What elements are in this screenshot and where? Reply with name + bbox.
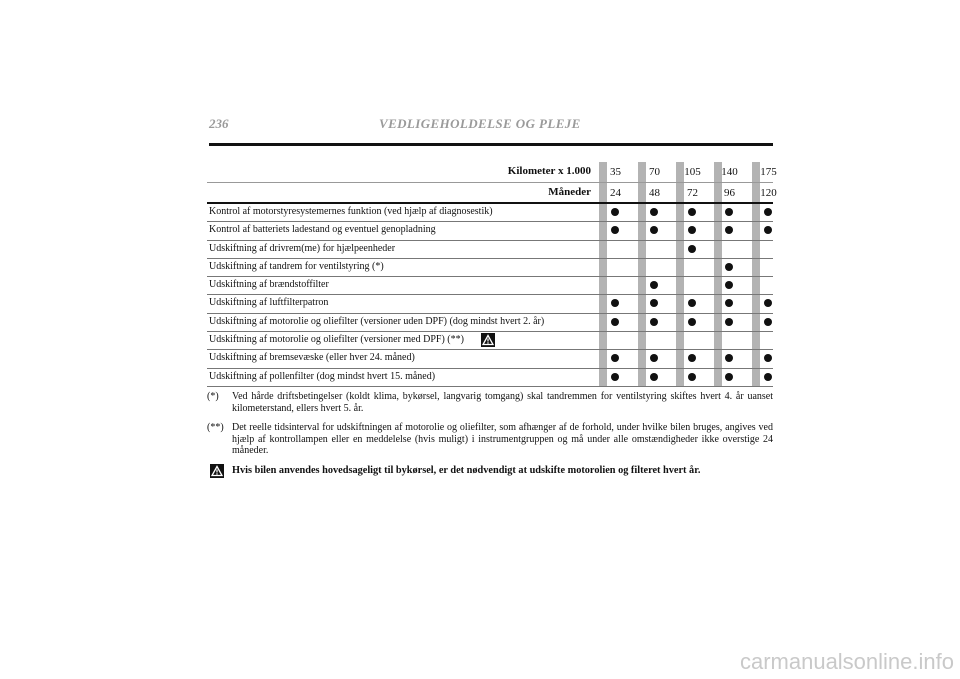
maintenance-dot [688,318,696,326]
footnote-text: Ved hårde driftsbetingelser (koldt klima, bykørsel, langvarig tomgang) skal tandremmen for ventilstyring skiftes hvert 4. år uanset kilometerstand, ellers hvert 5. år. [232,391,773,414]
column-shading [676,369,684,386]
month-value: 120 [760,187,777,199]
table-row [207,277,773,295]
column-shading [752,314,760,331]
column-shading [676,350,684,367]
maintenance-dot [725,299,733,307]
column-shading [599,259,607,276]
row-label: Udskiftning af tandrem for ventilstyring (*) [209,260,384,272]
maintenance-dot [611,226,619,234]
maintenance-dot [764,299,772,307]
row-label: Kontrol af batteriets ladestand og eventuel genopladning [209,224,436,236]
column-shading [676,314,684,331]
maintenance-dot [688,299,696,307]
footnote [207,422,773,457]
footnotes [207,391,773,476]
maintenance-dot [611,299,619,307]
table-row [207,241,773,259]
column-shading [714,332,722,349]
column-shading [638,277,646,294]
column-shading [714,259,722,276]
column-shading [599,277,607,294]
column-shading [676,277,684,294]
table-row [207,222,773,240]
maintenance-dot [650,281,658,289]
maintenance-table [207,162,777,387]
maintenance-dot [688,226,696,234]
column-shading [752,204,760,221]
column-shading [638,369,646,386]
months-header-row [207,183,777,204]
maintenance-dot [650,373,658,381]
column-shading [676,332,684,349]
column-shading [599,332,607,349]
column-shading [638,259,646,276]
column-shading [599,369,607,386]
row-label: Udskiftning af pollenfilter (dog mindst hvert 15. måned) [209,370,436,382]
row-label: Udskiftning af luftfilterpatron [209,297,329,309]
maintenance-dot [764,373,772,381]
column-shading [714,350,722,367]
column-shading [638,314,646,331]
column-shading [599,314,607,331]
column-shading [752,259,760,276]
column-shading [638,350,646,367]
maintenance-dot [725,373,733,381]
maintenance-dot [688,208,696,216]
warning-text: Hvis bilen anvendes hovedsageligt til bykørsel, er det nødvendigt at udskifte motorolien og filteret hvert år. [232,464,701,476]
months-label: Måneder [548,186,591,198]
column-shading [638,222,646,239]
column-shading [714,369,722,386]
table-row [207,295,773,313]
maintenance-dot [764,226,772,234]
watermark: carmanualsonline.info [739,649,954,674]
table-row [207,350,773,368]
column-shading [714,222,722,239]
maintenance-dot [764,318,772,326]
page-number: 236 [209,116,229,131]
maintenance-dot [611,373,619,381]
column-shading [599,241,607,258]
column-shading [599,350,607,367]
month-value: 72 [687,187,698,199]
table-row [207,259,773,277]
footnote [207,391,773,414]
section-title: VEDLIGEHOLDELSE OG PLEJE [379,116,581,131]
maintenance-dot [611,318,619,326]
maintenance-dot [688,245,696,253]
km-value: 35 [610,166,621,178]
maintenance-dot [725,208,733,216]
column-shading [752,295,760,312]
column-shading [752,222,760,239]
column-shading [638,241,646,258]
column-shading [599,295,607,312]
maintenance-dot [725,226,733,234]
table-row [207,314,773,332]
column-shading [752,369,760,386]
column-shading [714,241,722,258]
month-value: 48 [649,187,660,199]
column-shading [599,222,607,239]
column-shading [752,350,760,367]
maintenance-dot [650,226,658,234]
column-shading [676,295,684,312]
column-shading [638,204,646,221]
column-shading [714,204,722,221]
table-row [207,369,773,387]
column-shading [599,204,607,221]
warning-triangle-icon [210,464,224,478]
maintenance-dot [650,318,658,326]
maintenance-dot [764,354,772,362]
column-shading [676,241,684,258]
header-rule [209,143,773,146]
table-row [207,332,773,350]
km-header-row [207,162,777,183]
column-shading [714,314,722,331]
warning-note [207,465,773,477]
row-label: Kontrol af motorstyresystemernes funktion (ved hjælp af diagnosestik) [209,206,493,217]
footnote-text: Det reelle tidsinterval for udskiftningen af motorolie og oliefilter, som afhænger af de forhold, under hvilke bilen bruges, angives ved hjælp af kontrollampen eller en meddelelse (hvis muligt) i instrumentgruppen og må under alle omstændigheder ikke overstige 24 måneder. [232,422,773,456]
km-value: 70 [649,166,660,178]
column-shading [714,277,722,294]
month-value: 96 [724,187,735,199]
footnote-mark: (**) [207,422,224,433]
maintenance-dot [688,354,696,362]
km-value: 175 [760,166,777,178]
row-label: Udskiftning af motorolie og oliefilter (versioner med DPF) (**) [209,334,464,346]
maintenance-dot [725,281,733,289]
maintenance-dot [650,354,658,362]
maintenance-dot [688,373,696,381]
column-shading [676,259,684,276]
maintenance-dot [764,208,772,216]
km-value: 105 [684,166,701,178]
maintenance-dot [611,208,619,216]
maintenance-dot [650,299,658,307]
maintenance-dot [725,354,733,362]
maintenance-dot [611,354,619,362]
column-shading [638,332,646,349]
month-value: 24 [610,187,621,199]
table-row [207,204,773,222]
column-shading [676,222,684,239]
column-shading [638,295,646,312]
column-shading [752,241,760,258]
maintenance-dot [650,208,658,216]
maintenance-dot [725,318,733,326]
column-shading [752,277,760,294]
table-body [207,204,773,387]
column-shading [676,204,684,221]
column-shading [714,295,722,312]
warning-triangle-icon [481,333,495,347]
km-label: Kilometer x 1.000 [507,165,591,177]
column-shading [752,332,760,349]
page-header [207,116,773,140]
maintenance-dot [725,263,733,271]
row-label: Udskiftning af bremsevæske (eller hver 24. måned) [209,352,415,364]
km-value: 140 [721,166,738,178]
row-label: Udskiftning af drivrem(me) for hjælpeenheder [209,242,396,254]
footnote-mark: (*) [207,391,219,402]
row-label: Udskiftning af motorolie og oliefilter (versioner uden DPF) (dog mindst hvert 2. år) [209,315,545,327]
row-label: Udskiftning af brændstoffilter [209,279,329,291]
